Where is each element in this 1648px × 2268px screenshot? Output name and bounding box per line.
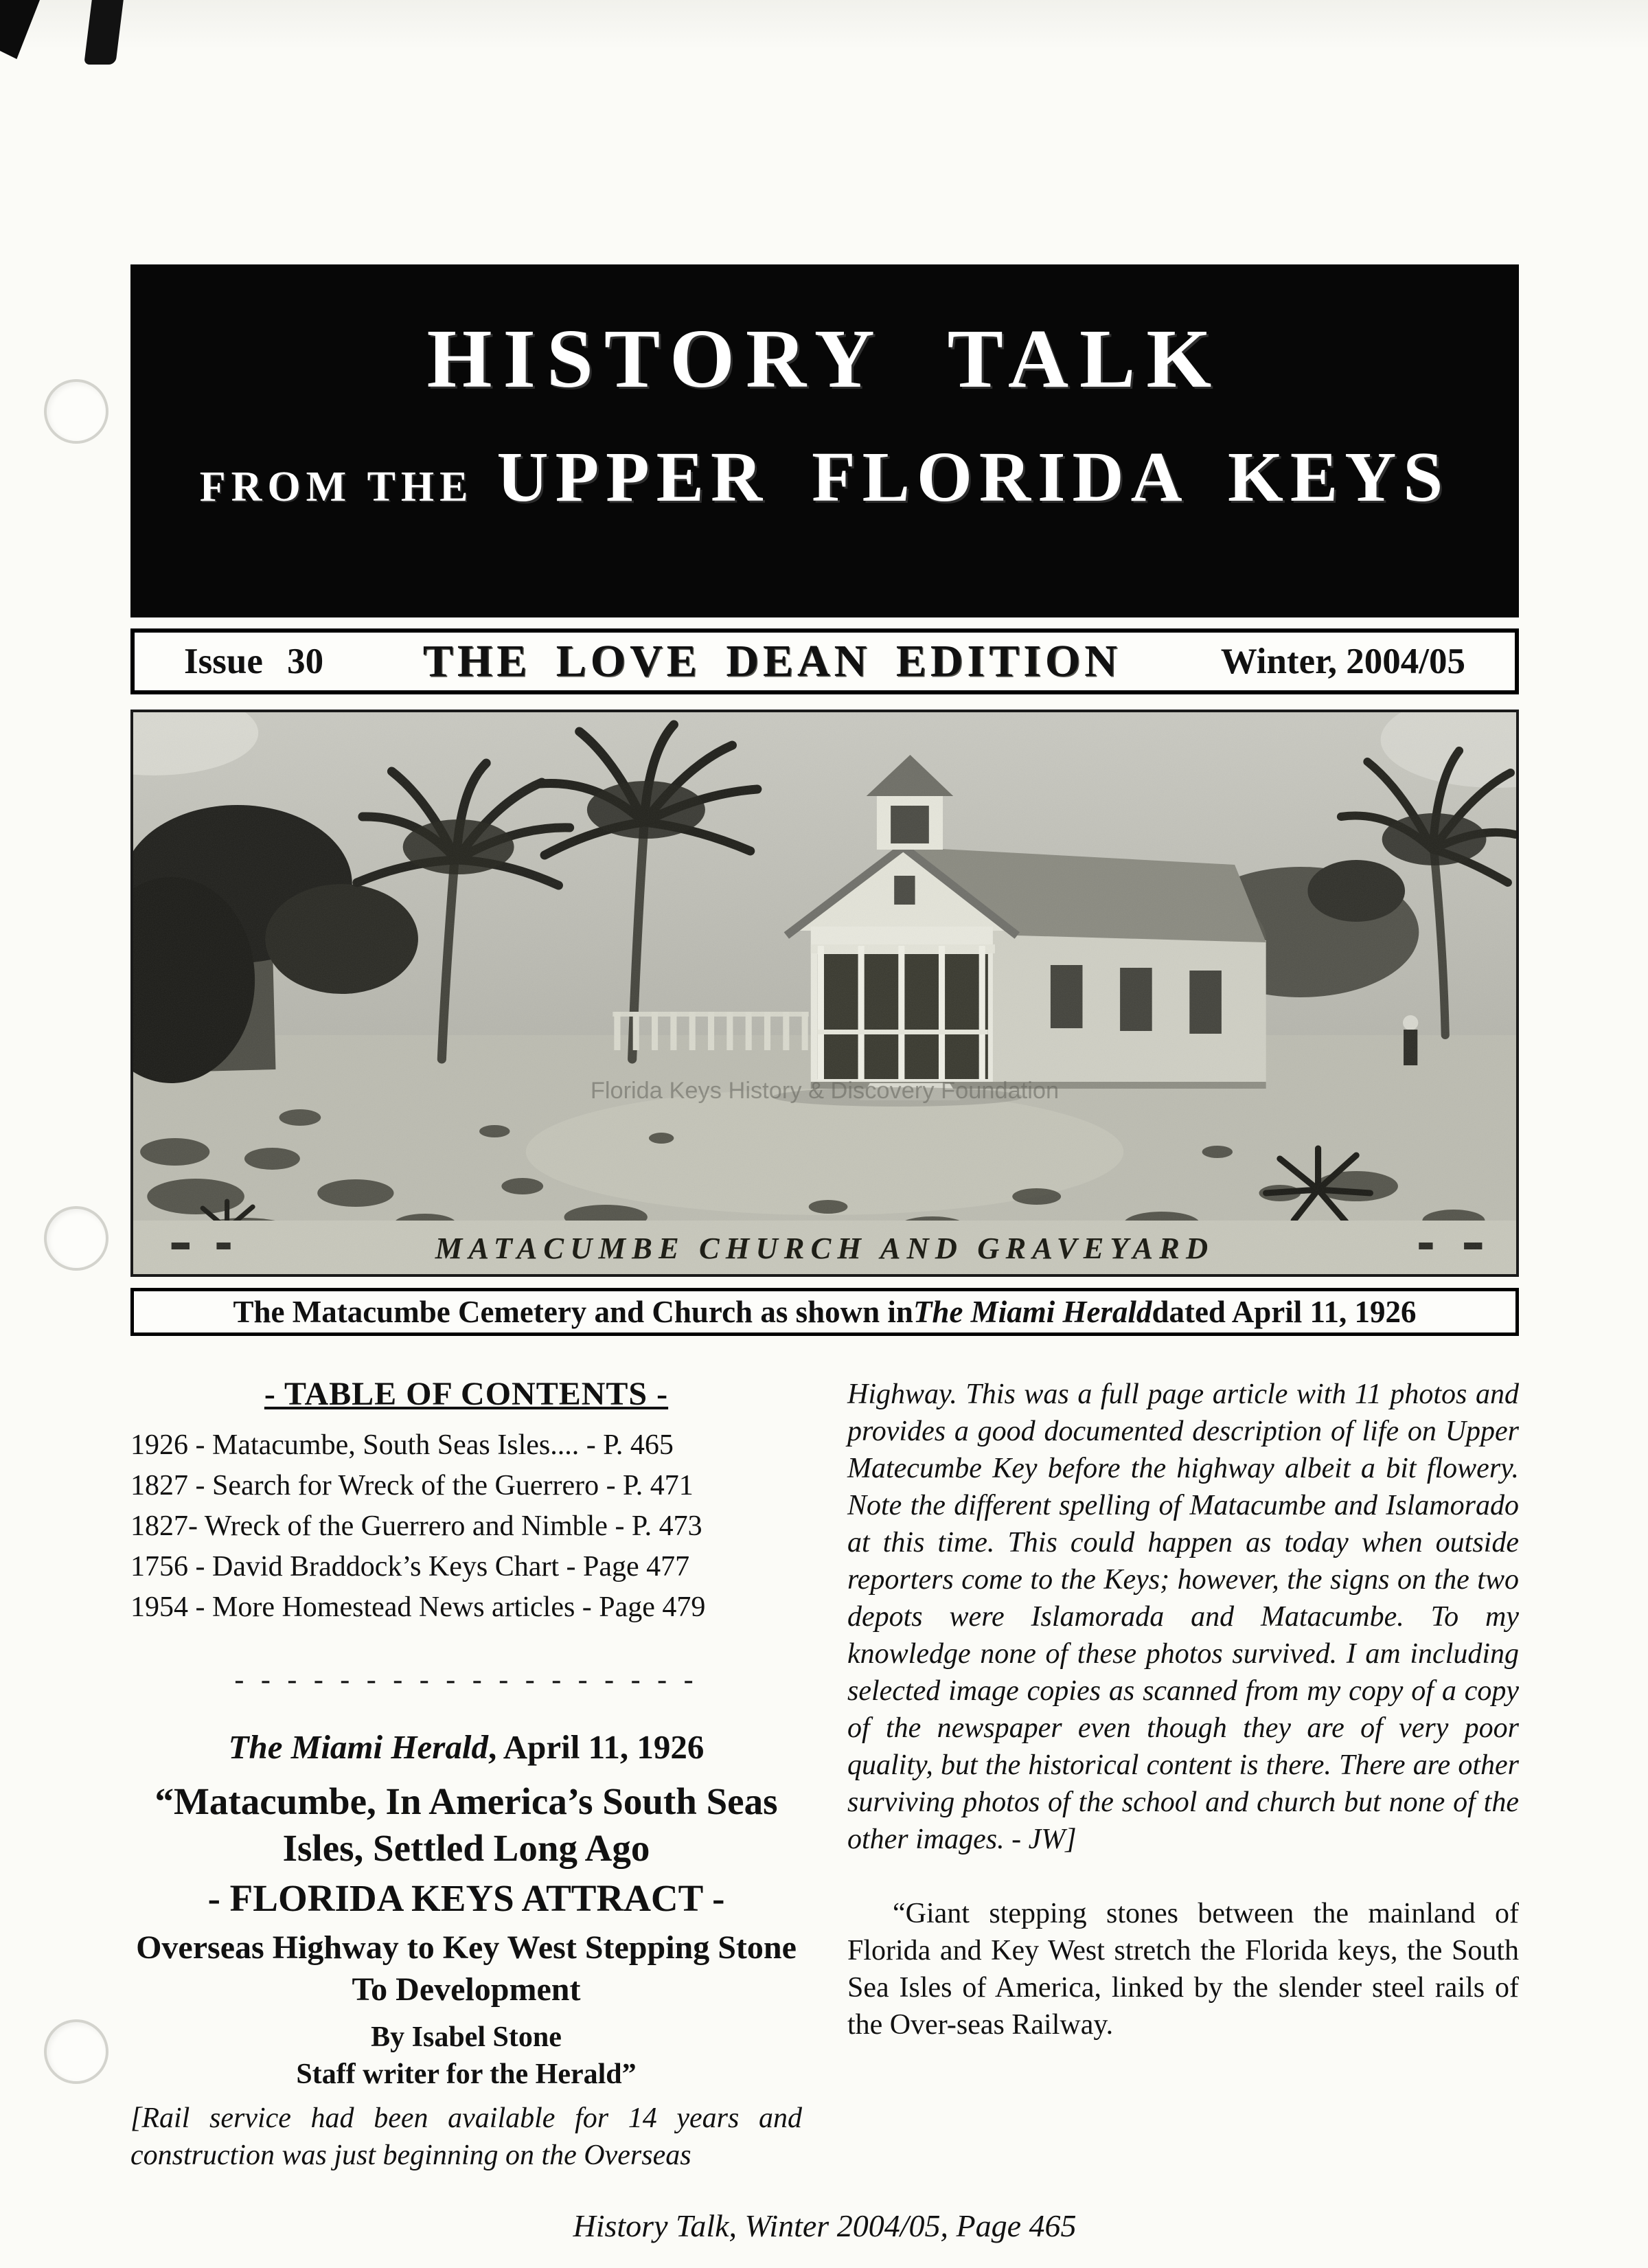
hole-punch	[44, 379, 108, 444]
edition-title: THE LOVE DEAN EDITION	[422, 636, 1121, 686]
photo-grain-overlay	[133, 712, 1516, 1274]
toc-item: 1827- Wreck of the Guerrero and Nimble - P. 473	[130, 1510, 702, 1542]
left-column	[130, 1376, 802, 2174]
article-deck: Overseas Highway to Key West Stepping Stone To Development	[136, 1929, 797, 2008]
article-byline: By Isabel Stone	[371, 2021, 562, 2053]
masthead-subtitle: UPPER FLORIDA KEYS	[496, 438, 1450, 517]
article-headline: “Matacumbe, In America’s South Seas Isles, Settled Long Ago	[154, 1780, 778, 1869]
page-footer: History Talk, Winter 2004/05, Page 465	[573, 2208, 1077, 2243]
newsletter-page	[130, 0, 1519, 2174]
church-photo	[130, 710, 1519, 1277]
toc-item: 1827 - Search for Wreck of the Guerrero - P. 471	[130, 1470, 694, 1501]
article-byline-role: Staff writer for the Herald”	[296, 2059, 637, 2090]
editor-note-continued: Highway. This was a full page article with 11 photos and provides a good documented description of life on Upper Matecumbe Key before the highway albeit a bit flowery. Note the different spelling of Matacumbe and Islamorado at this time. This could happen as today when outside reporters come to the Keys; however, the signs on the two depots were Islamorada and Matacumbe. To my knowledge none of these photos survived. I am including selected image copies as scanned from my copy of a copy of the newspaper even though they are of very poor quality, but the historical content is there. There are other surviving photos of the school and church but none of the other images. - JW]	[847, 1379, 1519, 1855]
issue-season: Winter, 2004/05	[1220, 642, 1465, 681]
toc-title: - TABLE OF CONTENTS -	[264, 1376, 669, 1412]
photo-inline-caption: MATACUMBE CHURCH AND GRAVEYARD	[435, 1232, 1215, 1265]
photo-caption-post: dated April 11, 1926	[1152, 1295, 1417, 1329]
photo-watermark: Florida Keys History & Discovery Foundation	[590, 1078, 1060, 1104]
article-subheadline: - FLORIDA KEYS ATTRACT -	[207, 1877, 725, 1919]
issue-bar	[130, 628, 1519, 694]
article-body-paragraph: “Giant stepping stones between the mainland of Florida and Key West stretch the Florida keys, the South Sea Isles of America, linked by the slender steel rails of the Over-seas Railway.	[847, 1898, 1519, 2041]
right-column	[847, 1376, 1519, 2174]
photo-caption-source: The Miami Herald	[913, 1295, 1152, 1329]
photo-caption-box	[130, 1288, 1519, 1336]
toc-item: 1926 - Matacumbe, South Seas Isles.... - P. 465	[130, 1429, 674, 1461]
masthead	[130, 264, 1519, 617]
masthead-from-the: FROM THE	[199, 464, 474, 510]
hole-punch	[44, 1206, 108, 1271]
newsletter-title: HISTORY TALK	[426, 313, 1223, 405]
editor-note-start: [Rail service had been available for 14 years and construction was just beginning on the Overseas	[130, 2102, 802, 2171]
photo-caption-pre: The Matacumbe Cemetery and Church as shown in	[233, 1295, 913, 1329]
hole-punch	[44, 2019, 108, 2084]
article-source-date: , April 11, 1926	[488, 1728, 705, 1766]
church-photo-illustration	[133, 712, 1516, 1274]
masthead-subtitle-row	[130, 436, 1519, 518]
article-source-name: The Miami Herald	[228, 1728, 488, 1766]
toc-item: 1954 - More Homestead News articles - Page 479	[130, 1591, 706, 1623]
toc-item: 1756 - David Braddock’s Keys Chart - Page 477	[130, 1551, 690, 1583]
article-source	[130, 1729, 802, 1766]
article-columns	[130, 1376, 1519, 2174]
dashed-separator: - - - - - - - - - - - - - - - - - -	[234, 1664, 698, 1696]
issue-number: Issue 30	[184, 642, 324, 681]
